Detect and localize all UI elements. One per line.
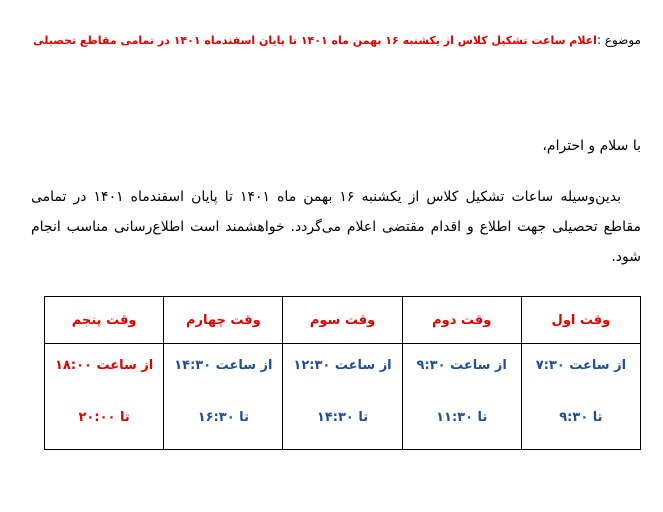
to-time: تا ۹:۳۰ xyxy=(559,410,603,425)
from-time: از ساعت ۱۴:۳۰ xyxy=(174,358,273,373)
header-period-3: وقت سوم xyxy=(283,297,402,344)
from-time: از ساعت ۱۲:۳۰ xyxy=(293,358,392,373)
body-text: بدین‌وسیله ساعات تشکیل کلاس از یکشنبه ۱۶ بهمن ماه ۱۴۰۱ تا پایان اسفندماه ۱۴۰۱ در تمامی مقاطع تحصیلی جهت اطلاع و اقدام مقتضی اعلام می‌گردد. خواهشمند است اطلاع‌رسانی مناسب انجام شود. xyxy=(31,189,641,265)
header-period-1: وقت اول xyxy=(521,297,640,344)
to-time: تا ۱۱:۳۰ xyxy=(436,410,488,425)
schedule-header-row xyxy=(45,297,641,344)
subject-text: اعلام ساعت تشکیل کلاس از یکشنبه ۱۶ بهمن ماه ۱۴۰۱ تا پایان اسفندماه ۱۴۰۱ در تمامی مقاطع تحصیلی xyxy=(33,34,597,47)
header-period-4: وقت چهارم xyxy=(164,297,283,344)
schedule-times-row xyxy=(45,344,641,450)
from-time: از ساعت ۷:۳۰ xyxy=(535,358,627,373)
cell-period-2 xyxy=(402,344,521,450)
cell-period-1 xyxy=(521,344,640,450)
to-time: تا ۲۰:۰۰ xyxy=(78,410,130,425)
subject-line xyxy=(20,30,641,51)
from-time: از ساعت ۱۸:۰۰ xyxy=(55,358,154,373)
schedule-table xyxy=(44,296,641,450)
cell-period-4 xyxy=(164,344,283,450)
from-time: از ساعت ۹:۳۰ xyxy=(416,358,507,373)
header-period-5: وقت پنجم xyxy=(45,297,164,344)
header-period-2: وقت دوم xyxy=(402,297,521,344)
body-paragraph xyxy=(31,182,641,272)
greeting: با سلام و احترام، xyxy=(542,138,641,154)
cell-period-5 xyxy=(45,344,164,450)
to-time: تا ۱۶:۳۰ xyxy=(197,410,249,425)
cell-period-3 xyxy=(283,344,402,450)
to-time: تا ۱۴:۳۰ xyxy=(316,410,369,425)
subject-label: موضوع : xyxy=(596,33,641,47)
